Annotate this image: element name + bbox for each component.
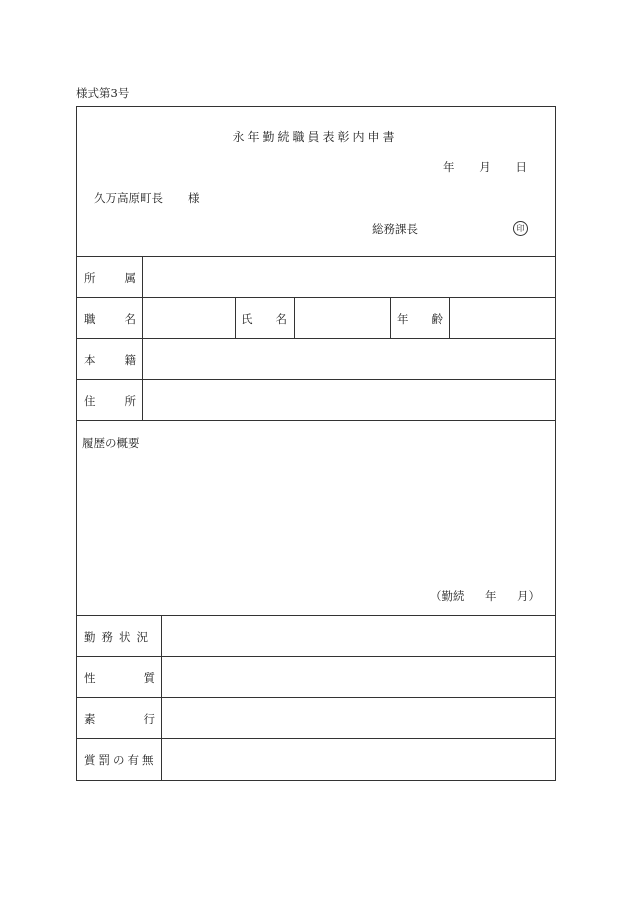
column-divider	[449, 297, 450, 338]
form-title: 永年勤続職員表彰内申書	[232, 130, 398, 144]
applicant-title: 総務課長	[372, 222, 418, 236]
date-line	[443, 159, 527, 175]
service-years-open: （勤続	[430, 589, 465, 603]
row-divider	[76, 379, 556, 380]
row-divider	[76, 738, 556, 739]
column-divider	[142, 256, 143, 420]
label-character: 性 質	[84, 671, 155, 685]
column-divider	[161, 615, 162, 781]
label-affiliation: 所 属	[84, 271, 136, 285]
seal-mark: 印	[513, 221, 528, 236]
addressee-honorific: 様	[188, 191, 200, 205]
label-domicile: 本 籍	[84, 353, 136, 367]
service-years	[430, 588, 540, 604]
addressee-name: 久万高原町長	[94, 191, 163, 205]
row-divider	[76, 656, 556, 657]
label-position: 職 名	[84, 312, 136, 326]
date-year: 年	[443, 160, 455, 174]
label-history: 履歴の概要	[82, 436, 140, 450]
row-divider	[76, 615, 556, 616]
label-rewards-penalties: 賞罰の有無	[84, 753, 157, 767]
form-number: 様式第3号	[76, 86, 130, 100]
row-divider	[76, 297, 556, 298]
service-years-year: 年	[485, 589, 497, 603]
row-divider	[76, 697, 556, 698]
row-divider	[76, 338, 556, 339]
column-divider	[235, 297, 236, 338]
row-divider	[76, 256, 556, 257]
label-address: 住 所	[84, 394, 136, 408]
label-age: 年 齢	[397, 312, 443, 326]
label-name: 氏 名	[241, 312, 287, 326]
date-month: 月	[479, 160, 491, 174]
service-years-close: 月）	[517, 589, 540, 603]
date-day: 日	[515, 160, 527, 174]
label-conduct: 素 行	[84, 712, 155, 726]
label-work-status: 勤務状況	[84, 630, 154, 644]
row-divider	[76, 420, 556, 421]
column-divider	[390, 297, 391, 338]
column-divider	[294, 297, 295, 338]
